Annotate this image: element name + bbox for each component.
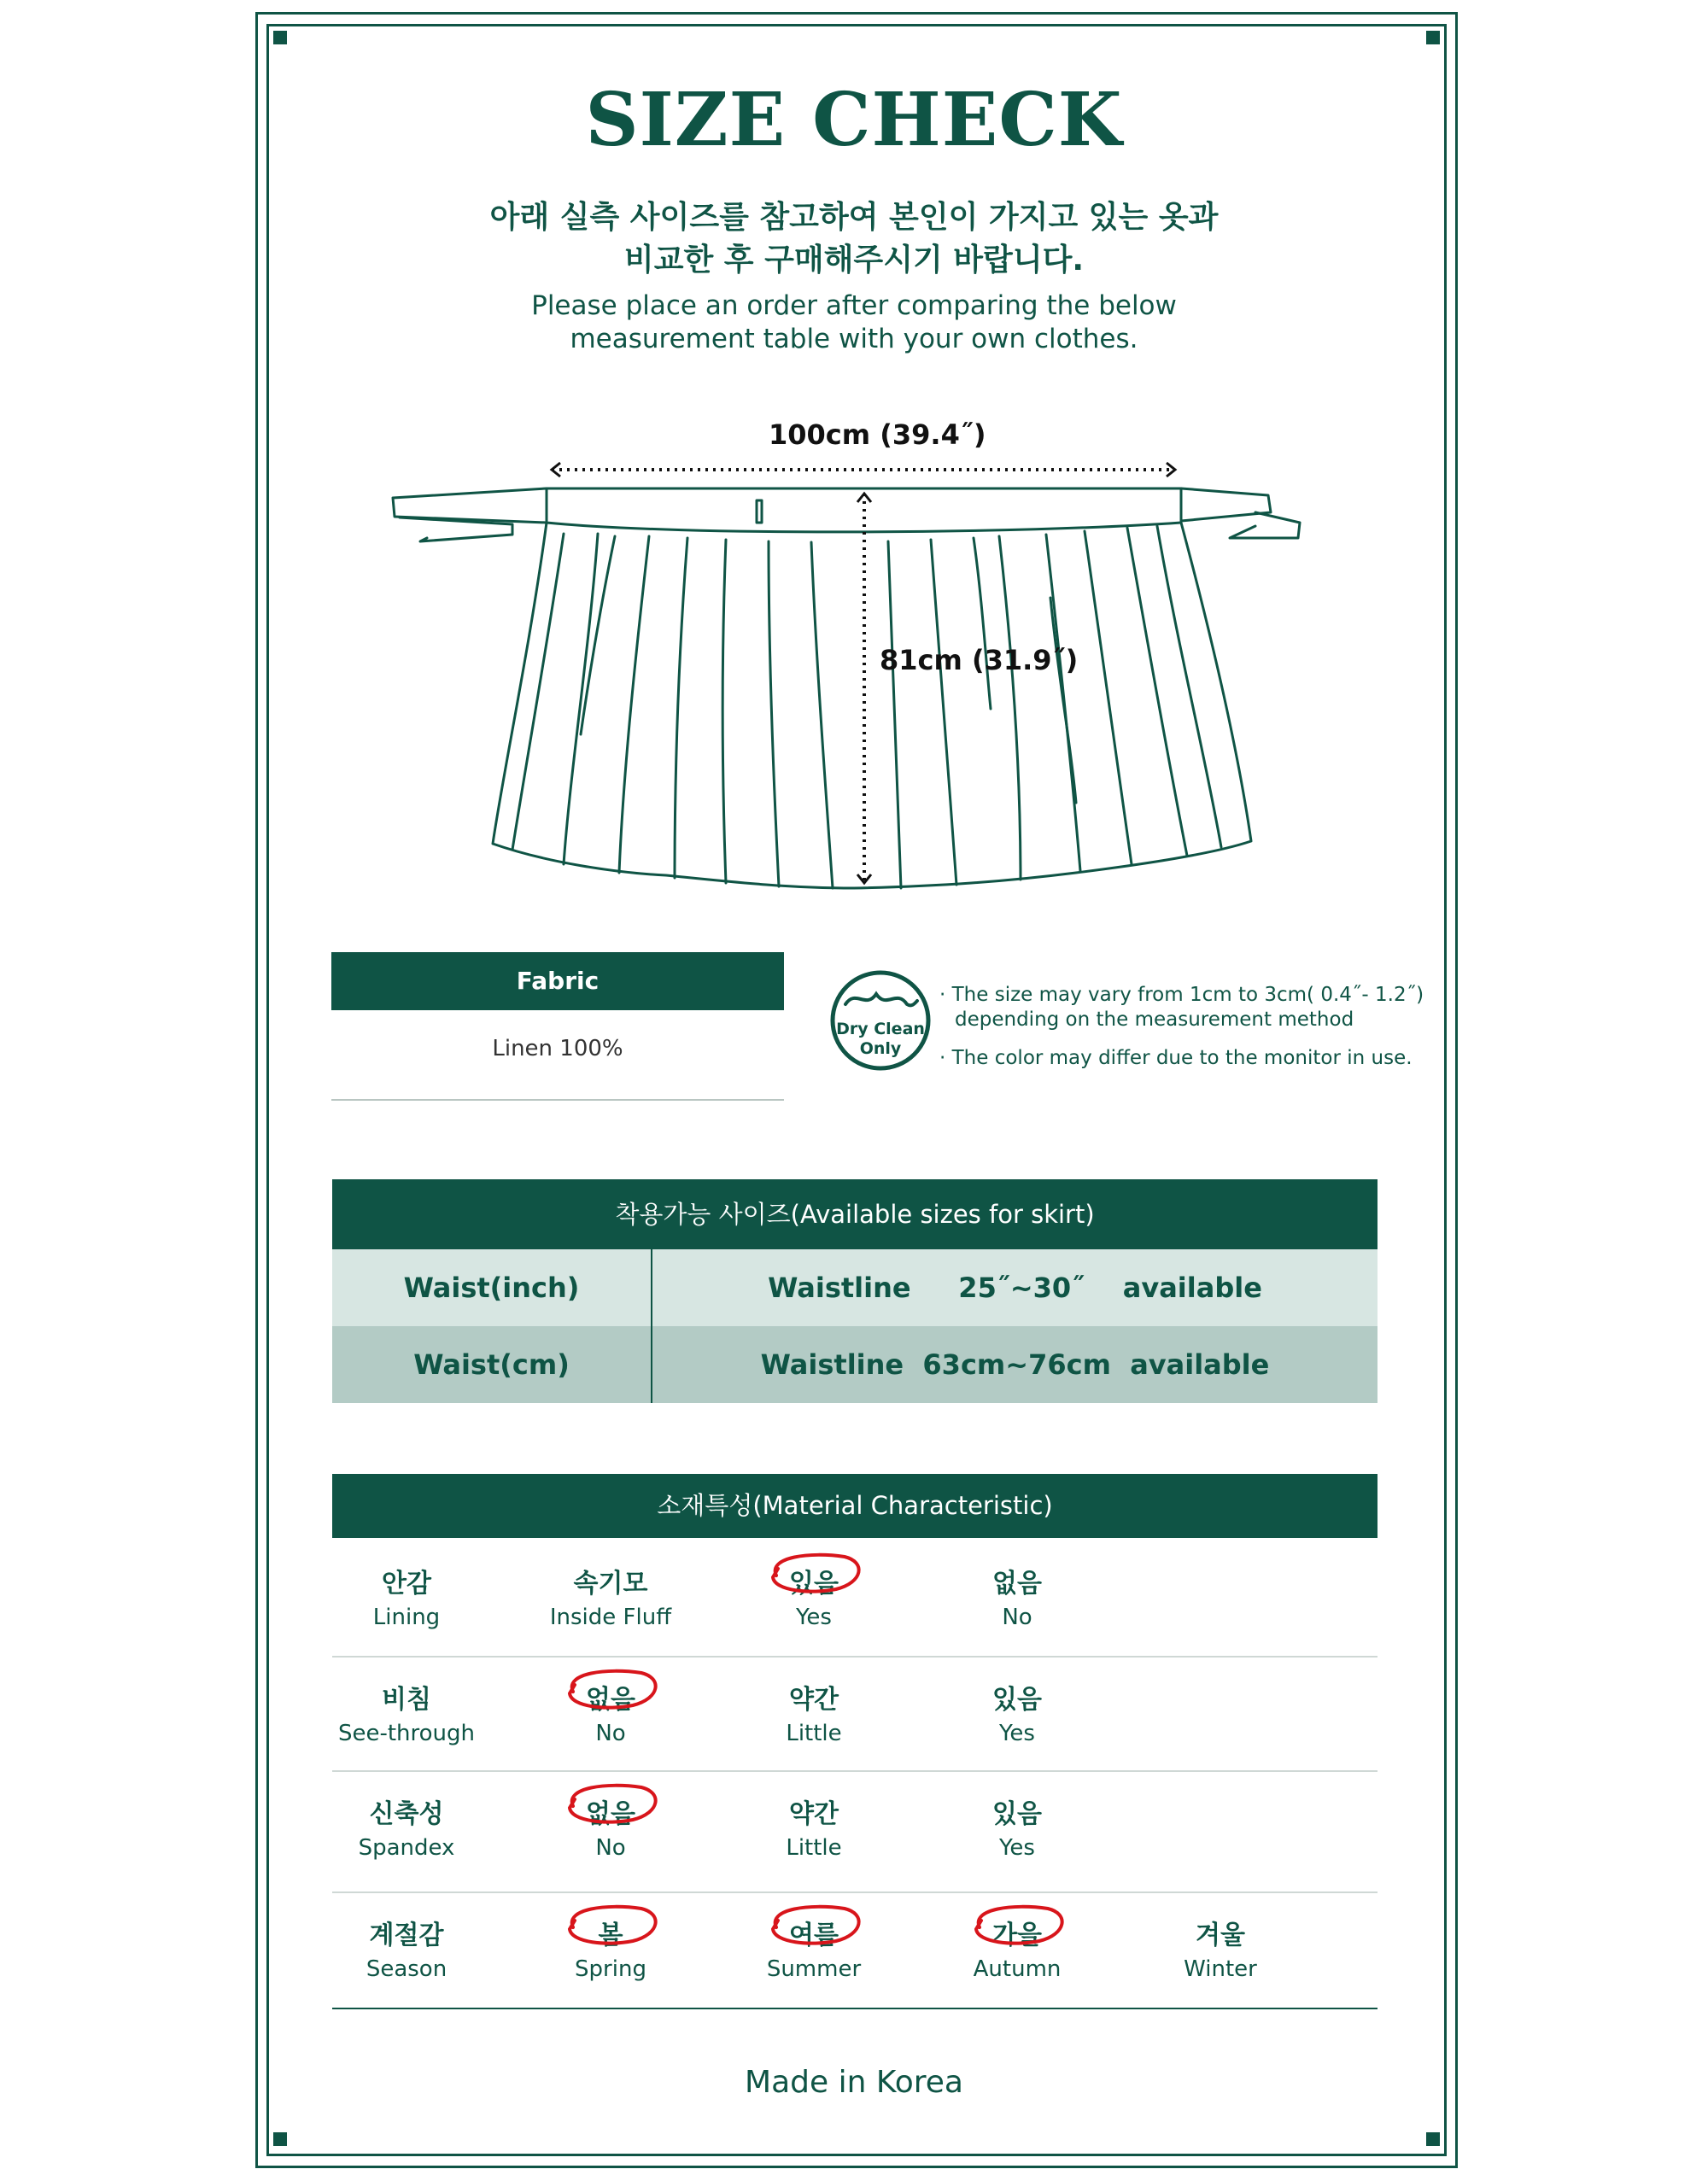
material-label-season: 계절감 Season [366, 1921, 447, 1982]
material-option: 있음 Yes [992, 1685, 1042, 1746]
material-label-see-through: 비침 See-through [337, 1685, 476, 1746]
size-row-value: Waistline 25˝~30˝ available [768, 1272, 1262, 1304]
material-option: 있음 Yes [992, 1799, 1042, 1861]
dry-clean-icon [828, 968, 933, 1073]
length-arrow-top [857, 494, 871, 502]
care-note-2: · The color may differ due to the monitor in use. [939, 1047, 1413, 1069]
row-divider [332, 1770, 1378, 1772]
material-option-selected: 있음 Yes [789, 1569, 839, 1630]
material-label-lining: 안감 Lining [372, 1569, 441, 1630]
fabric-header: Fabric [331, 952, 784, 1010]
dry-clean-text-1: Dry Clean [836, 1020, 925, 1038]
width-measure-label: 100cm (39.4˝) [769, 418, 986, 451]
care-note-1-cont: depending on the measurement method [955, 1009, 1354, 1031]
made-in-label: Made in Korea [745, 2065, 963, 2100]
size-row-value: Waistline 63cm~76cm available [760, 1348, 1270, 1381]
length-measure-label: 81cm (31.9˝) [880, 644, 1079, 676]
intro-en-line-2: measurement table with your own clothes. [570, 324, 1138, 354]
material-option-selected: 여름 Summer [766, 1921, 862, 1982]
material-option: 약간 Little [786, 1685, 842, 1746]
material-label-spandex: 신축성 Spandex [358, 1799, 455, 1861]
material-option-selected: 봄 Spring [575, 1921, 646, 1982]
table-bottom-line [332, 2008, 1378, 2009]
row-divider [332, 1656, 1378, 1658]
material-option: 없음 No [992, 1569, 1042, 1630]
material-table-header: 소재특성(Material Characteristic) [332, 1474, 1378, 1538]
size-row-label: Waist(cm) [332, 1326, 652, 1403]
material-option: 겨울 Winter [1184, 1921, 1257, 1982]
intro-ko-line-1: 아래 실측 사이즈를 참고하여 본인이 가지고 있는 옷과 [489, 200, 1219, 235]
material-option-selected: 없음 No [586, 1685, 635, 1746]
material-option: 속기모 Inside Fluff [549, 1569, 672, 1630]
corner-mark [273, 2132, 287, 2146]
care-note-1: · The size may vary from 1cm to 3cm( 0.4˝- 1.2˝) [939, 984, 1424, 1006]
material-option-selected: 없음 No [586, 1799, 635, 1861]
fabric-divider [331, 1099, 784, 1101]
corner-mark [1426, 2132, 1440, 2146]
material-option: 약간 Little [786, 1799, 842, 1861]
intro-ko-line-2: 비교한 후 구매해주시기 바랍니다. [623, 243, 1085, 278]
fabric-value: Linen 100% [492, 1036, 623, 1061]
buttonhole [757, 500, 762, 523]
intro-en-line-1: Please place an order after comparing the below [531, 290, 1177, 321]
size-row-label: Waist(inch) [332, 1249, 652, 1326]
dry-clean-text-2: Only [859, 1039, 902, 1058]
sizes-table-header: 착용가능 사이즈(Available sizes for skirt) [332, 1179, 1378, 1249]
page-title: SIZE CHECK [585, 77, 1123, 163]
size-row-inch [332, 1249, 1378, 1326]
skirt-diagram [0, 0, 1708, 922]
size-row-cm [332, 1326, 1378, 1403]
right-tie-band [1181, 488, 1271, 521]
width-arrow-left [552, 463, 560, 477]
material-table-body [332, 1538, 1378, 2016]
material-option-selected: 가을 Autumn [973, 1921, 1062, 1982]
row-divider [332, 1891, 1378, 1893]
